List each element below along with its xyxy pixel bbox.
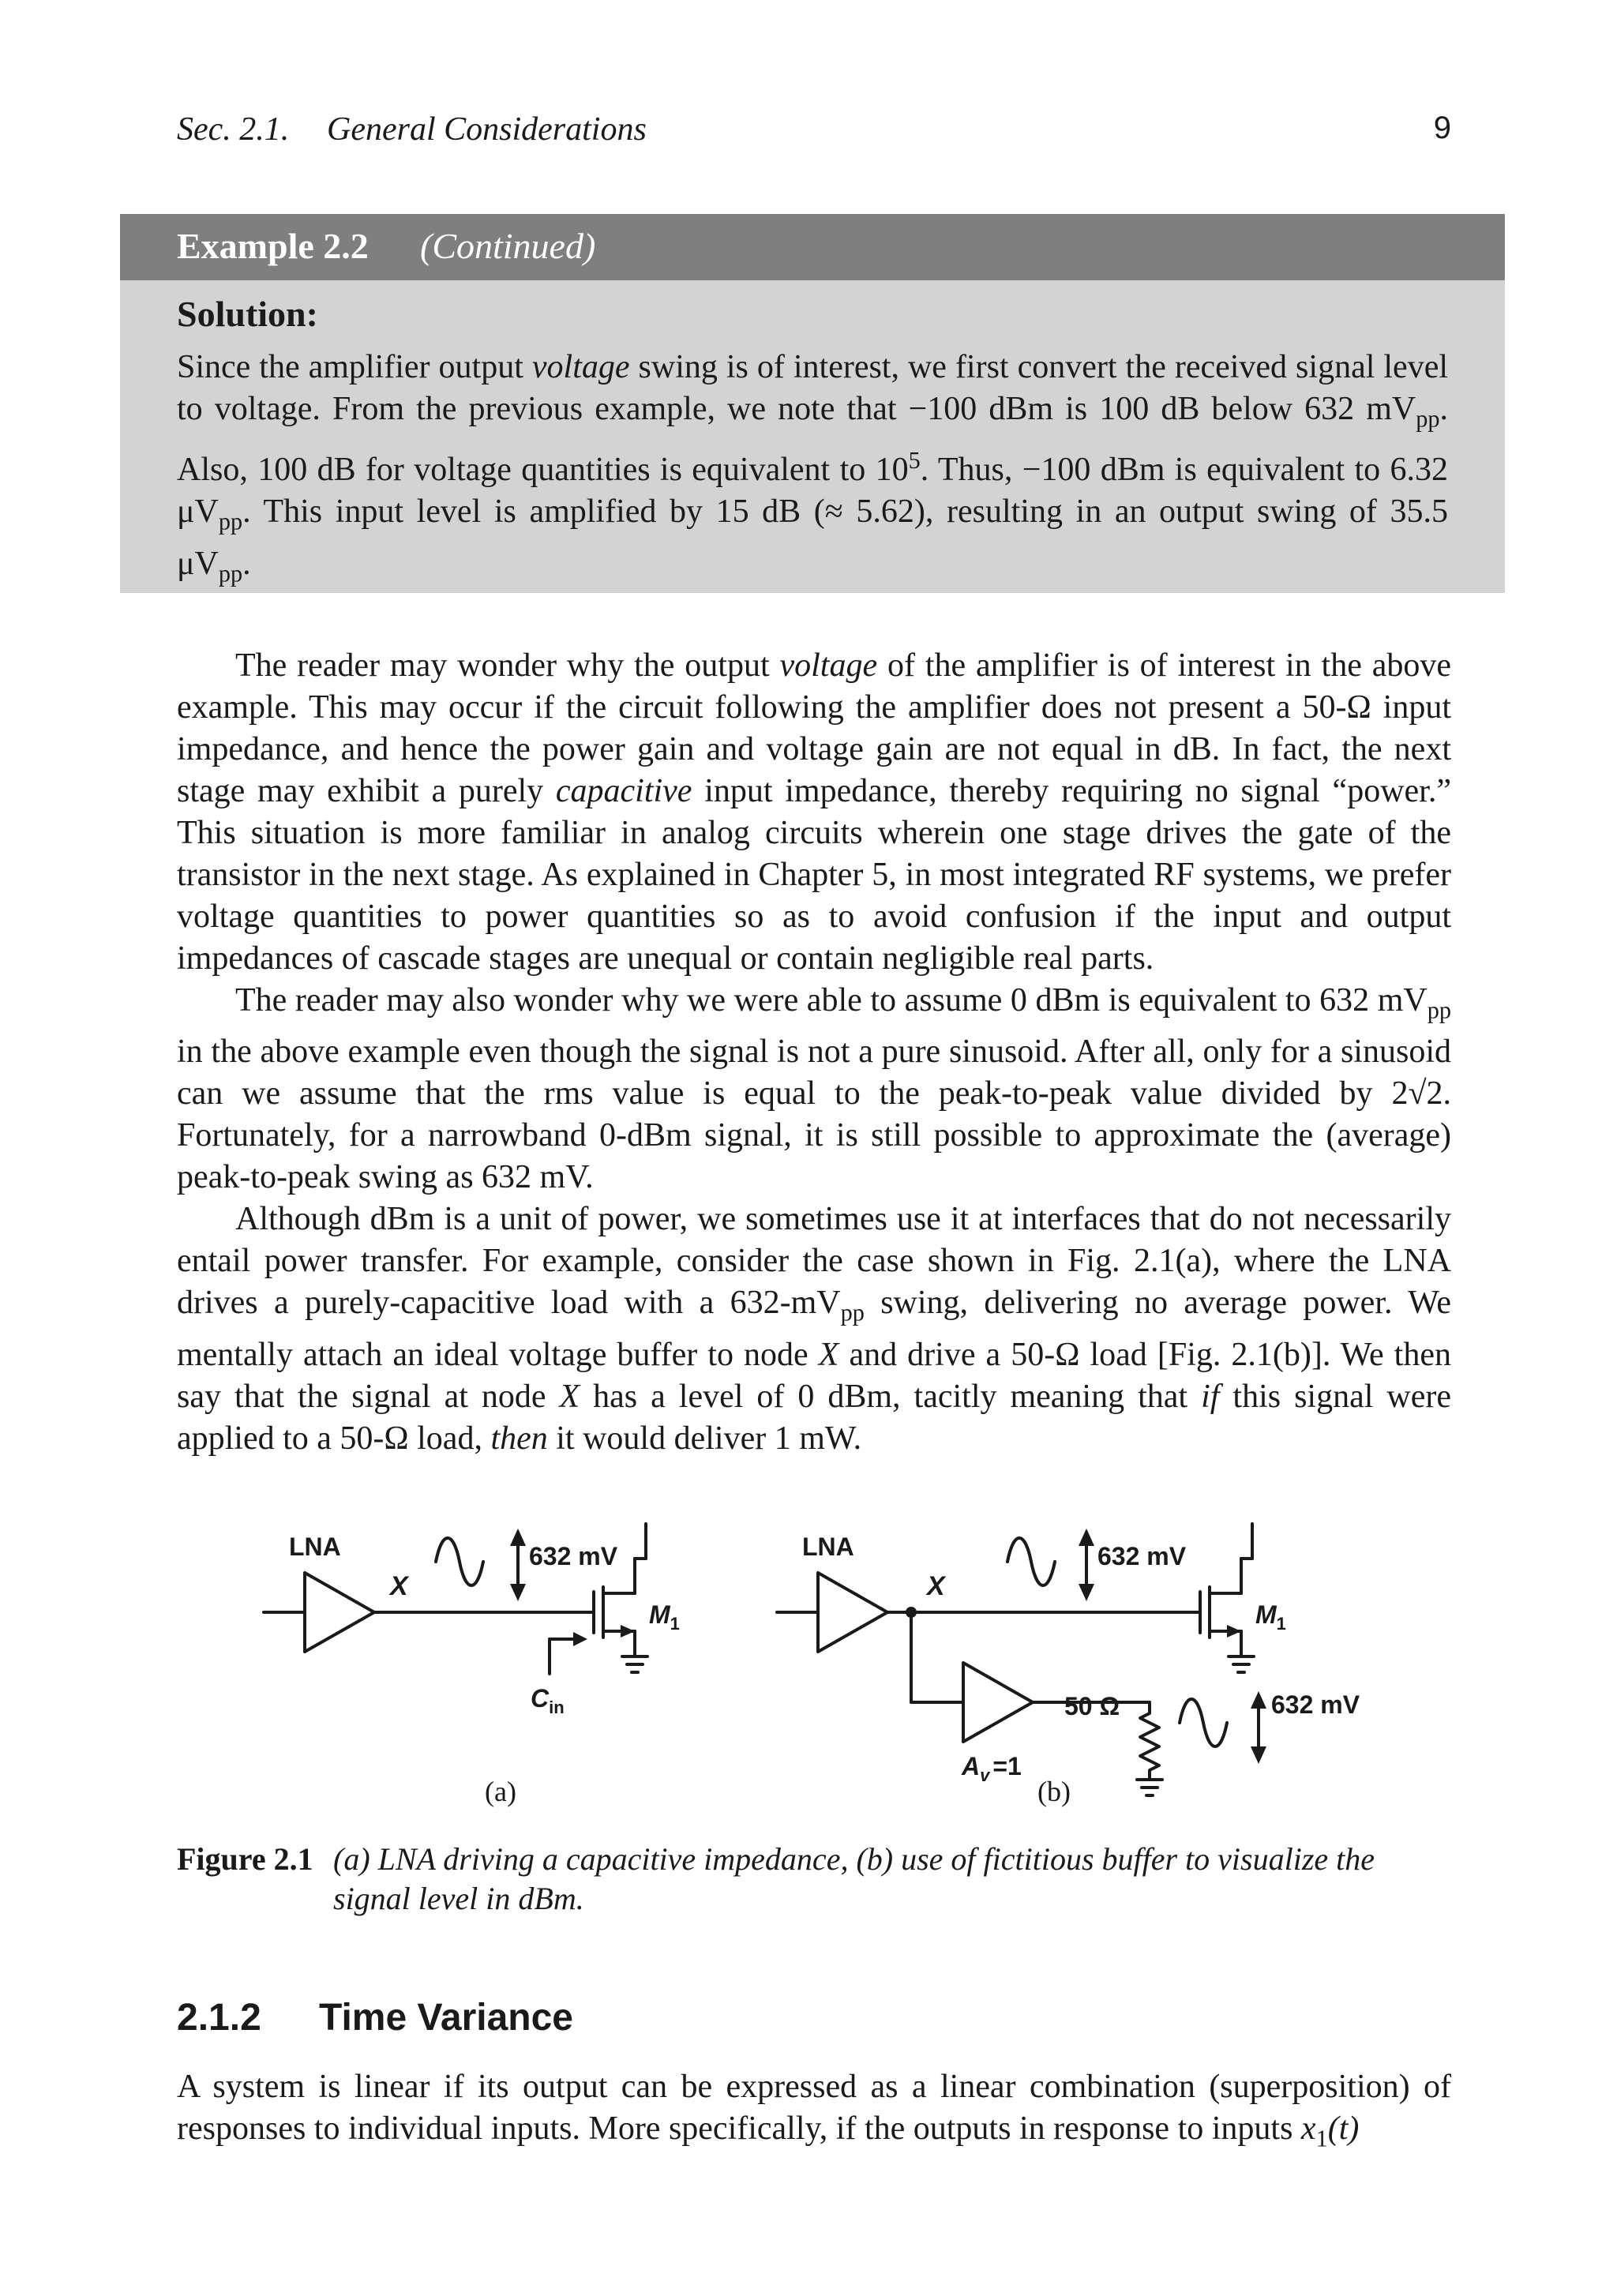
- sine-b: [1007, 1538, 1055, 1585]
- sine-b2: [1180, 1699, 1227, 1746]
- caption-text: (a) LNA driving a capacitive impedance, (b) use of fictitious buffer to visualize the signal level in dBm.: [333, 1841, 1375, 1916]
- m1b-arrow: [1227, 1625, 1241, 1638]
- page-number: 9: [1433, 111, 1451, 145]
- label-amplitude-b: 632 mV: [1097, 1542, 1187, 1570]
- sine-a: [436, 1538, 483, 1585]
- label-cin: $C_{in}$: [531, 1684, 565, 1717]
- label-lna-b: LNA: [802, 1533, 854, 1561]
- m1a-arrow: [621, 1625, 635, 1638]
- label-m1-b: $M_1$: [1255, 1600, 1286, 1634]
- resistor-50-ohm: [1140, 1702, 1159, 1780]
- section-number: 2.1.2: [177, 1997, 261, 2039]
- arrow-a-up: [510, 1529, 526, 1546]
- label-node-x-b: X: [927, 1571, 945, 1601]
- label-buffer-gain: $A_v =1$: [962, 1752, 1022, 1785]
- label-node-x-a: X: [390, 1571, 408, 1601]
- solution-heading: Solution:: [177, 294, 318, 334]
- buffer-triangle: [963, 1663, 1033, 1742]
- arrow-a-down: [510, 1584, 526, 1601]
- label-m1-a: $M_1$: [649, 1600, 680, 1634]
- running-header: [177, 111, 1451, 158]
- lna-a-triangle: [305, 1573, 374, 1652]
- circuit-diagram: [177, 1476, 1451, 1816]
- header-title: General Considerations: [327, 111, 647, 148]
- figure-2-1: [177, 1476, 1451, 1816]
- example-label: Example 2.2: [177, 226, 369, 266]
- main-text: [177, 645, 1451, 1460]
- label-amplitude-a: 632 mV: [529, 1542, 618, 1570]
- header-section: Sec. 2.1.: [177, 111, 290, 148]
- label-lna-a: LNA: [289, 1533, 341, 1561]
- example-box: [120, 214, 1505, 593]
- arrow-b2-down: [1251, 1746, 1266, 1764]
- paragraph-2: The reader may also wonder why we were able to assume 0 dBm is equivalent to 632 $mV_{pp}$ in the above example even though the signal is not a pure sinusoid. After all, only for a sinusoid can we assume that the rms value is equal to the peak-to-peak value divided by 2√2. Fortunately, for a narrowband 0-dBm signal, it is still possible to approximate the (average) peak-to-peak swing as 632 mV.: [177, 982, 1451, 1196]
- section-heading: [177, 1996, 573, 2039]
- node-b-junction: [906, 1607, 917, 1618]
- example-header: [120, 214, 1505, 280]
- cin-arrowhead: [573, 1632, 587, 1646]
- lna-b-triangle: [818, 1573, 887, 1652]
- paragraph-1: The reader may wonder why the output voltage of the amplifier is of interest in the above example. This may occur if the circuit following the amplifier does not present a 50-Ω input impedance, and hence the power gain and voltage gain are not equal in dB. In fact, the next stage may exhibit a purely capacitive input impedance, thereby requiring no signal “power.” This situation is more familiar in analog circuits wherein one stage drives the gate of the transistor in the next stage. As explained in Chapter 5, in most integrated RF systems, we prefer voltage quantities to power quantities so as to avoid confusion if the input and output impedances of cascade stages are unequal or contain negligible real parts.: [177, 647, 1451, 977]
- paragraph-3: Although dBm is a unit of power, we sometimes use it at interfaces that do not necessarily entail power transfer. For example, consider the case shown in Fig. 2.1(a), where the LNA drives a purely-capacitive load with a $632-mV_{pp}$ swing, delivering no average power. We mentally attach an ideal voltage buffer to node X and drive a 50-Ω load [Fig. 2.1(b)]. We then say that the signal at node X has a level of 0 dBm, tacitly meaning that if this signal were applied to a 50-Ω load, then it would deliver 1 mW.: [177, 1201, 1452, 1457]
- subfigure-label-b: (b): [1037, 1776, 1071, 1807]
- subfigure-label-a: (a): [485, 1776, 516, 1807]
- arrow-b-up: [1079, 1529, 1094, 1546]
- section-title: Time Variance: [319, 1997, 573, 2039]
- section-body: A system is linear if its output can be expressed as a linear combination (superposition) of responses to individual inputs. More specifically, if the outputs in response to inputs $x_1(t)$: [177, 2069, 1451, 2152]
- example-body: Since the amplifier output voltage swing is of interest, we first convert the received signal level to voltage. From the previous example, we note that −100 dBm is 100 dB below 632 $mV_{pp}$. Also, 100 dB for voltage quantities is equivalent to $10^5$. Thus, −100 dBm is equivalent to 6.32 $\mu V_{pp}$. This input level is amplified by 15 dB (≈ 5.62), resulting in an output swing of 35.5 $\mu V_{pp}$.: [177, 349, 1449, 587]
- label-amplitude-b2: 632 mV: [1271, 1690, 1360, 1719]
- caption-label: Figure 2.1: [177, 1841, 313, 1877]
- arrow-b2-up: [1251, 1691, 1266, 1709]
- label-resistor: 50 Ω: [1064, 1692, 1120, 1720]
- arrow-b-down: [1079, 1584, 1094, 1601]
- example-continued: (Continued): [420, 226, 596, 266]
